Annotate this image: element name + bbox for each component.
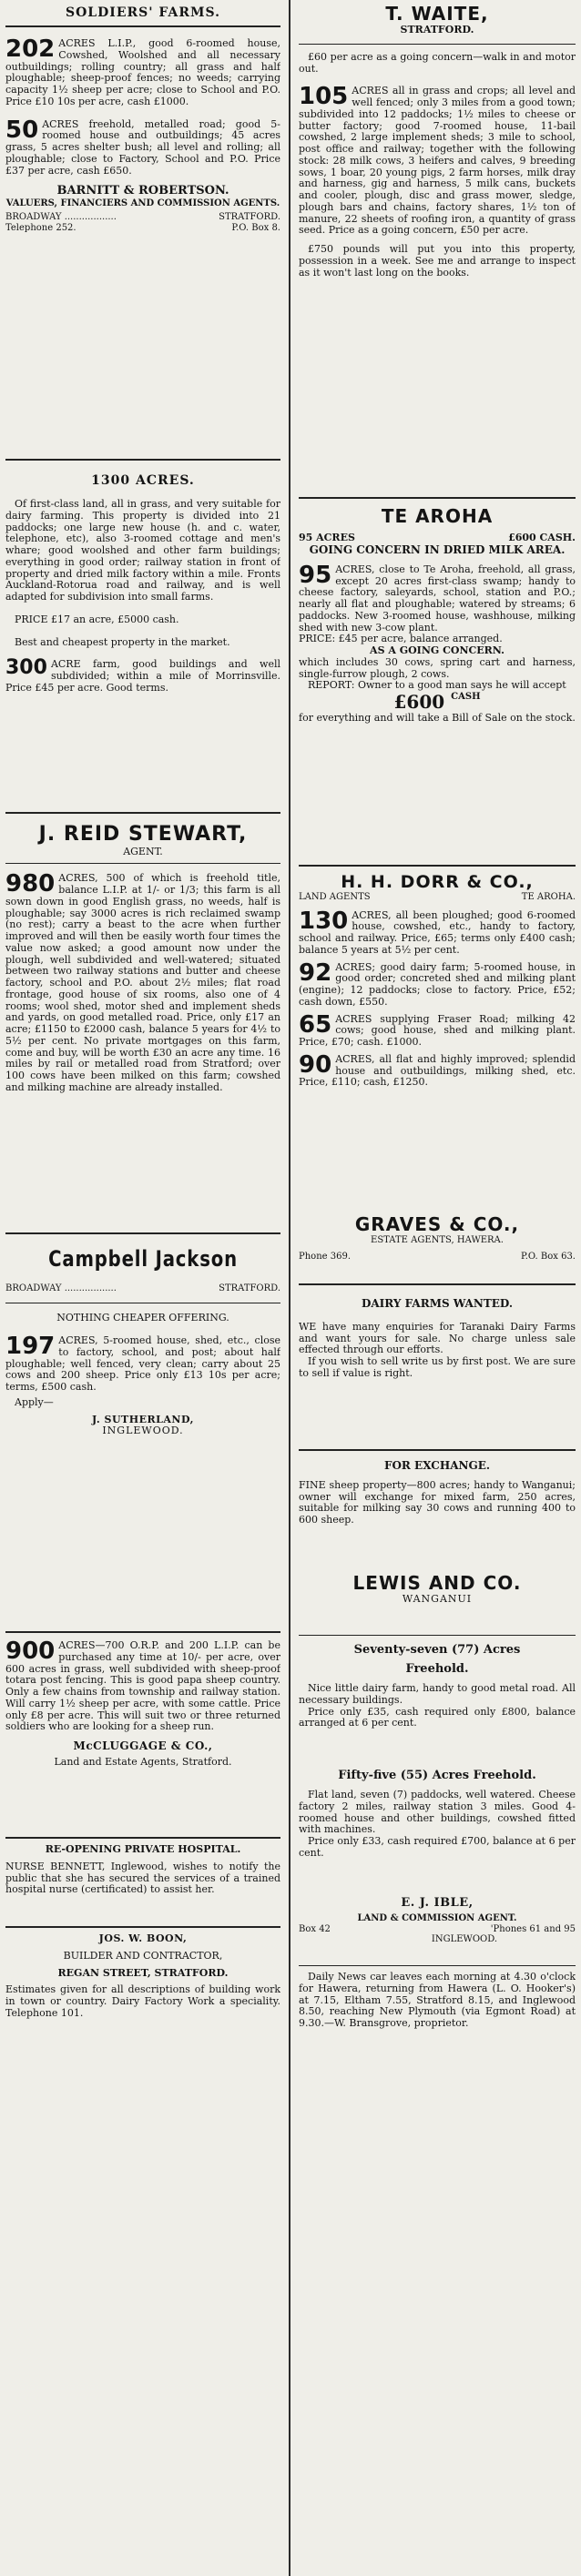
street: BROADWAY ..................: [5, 212, 117, 223]
acre-number: 130: [299, 907, 349, 935]
boon-text: Estimates given for all descriptions of building work in town or country. Dairy Factory Work a speciality. Telephone 101.: [5, 1983, 280, 2019]
divider: [299, 1635, 576, 1636]
left-column: [0, 0, 288, 2576]
listing-text: ACRES, 5-roomed house, shed, etc., close to factory, school, and post; about half ploughable; well fenced, very clean; carry about 25 cows and 200 sheep. Price only £13 10s per acre; terms, £500 cash.: [5, 1334, 280, 1394]
box: Box 42: [299, 1923, 331, 1934]
listing-90: [299, 1050, 576, 1089]
dorr-ad: [299, 868, 576, 1209]
address-line: [5, 212, 280, 223]
lewis-heading: LEWIS AND CO.: [352, 1573, 522, 1594]
apply-label: Apply—: [15, 1395, 54, 1408]
mccluggage-ad: [5, 1635, 280, 1835]
te-aroha-report: REPORT: Owner to a good man says he will accept: [308, 679, 566, 692]
reid-stewart-ad: [5, 816, 280, 1231]
acres: 95 ACRES: [299, 532, 355, 544]
mccluggage-name: McCLUGGAGE & CO.,: [73, 1739, 213, 1752]
right-column: [291, 0, 581, 2576]
seventy-price: Price only £35, cash required only £800, balance arranged at 6 per cent.: [299, 1705, 576, 1729]
ible-place: INGLEWOOD.: [431, 1934, 498, 1945]
boon-sub: BUILDER AND CONTRACTOR,: [63, 1949, 223, 1962]
cash: £600 CASH.: [508, 532, 576, 544]
waite-walk: £60 per acre as a going concern—walk in and motor out.: [299, 50, 576, 75]
divider: [299, 1283, 576, 1285]
exchange-ad: [299, 1453, 576, 1573]
listing-900: [5, 1640, 280, 1733]
place: TE AROHA.: [521, 892, 576, 903]
reid-stewart-heading: J. REID STEWART,: [38, 823, 248, 846]
listing-980: [5, 870, 280, 1093]
fifty-text: Flat land, seven (7) paddocks, well watered. Cheese factory 2 miles, railway station 3 miles. Good 4-roomed house and other buildings, cowshed fitted with machines.: [299, 1789, 576, 1836]
boon-street: REGAN STREET, STRATFORD.: [57, 1966, 229, 1979]
te-aroha-going: AS A GOING CONCERN.: [370, 644, 505, 657]
po-box: P.O. Box 63.: [521, 1251, 576, 1262]
divider: [5, 459, 280, 461]
te-aroha-ad: [299, 501, 576, 863]
dairy-text: WE have many enquiries for Taranaki Dairy Farms and want yours for sale. No charge unless sale effected through our efforts.: [299, 1320, 576, 1356]
divider: [299, 1449, 576, 1451]
cash-amount: £600: [393, 691, 445, 714]
listing-text: ACRES, all been ploughed; good 6-roomed house, cowshed, etc., handy to factory, school and railway. Price, £65; terms only £400 cash; balance 5 years at 5½ per cent.: [299, 908, 576, 956]
phone: Phone 369.: [299, 1251, 351, 1262]
hospital-ad: [5, 1841, 280, 1924]
listing-202: [5, 35, 280, 108]
listing-95: [299, 561, 576, 634]
listing-65: [299, 1010, 576, 1049]
dairy-farms-ad: [299, 1287, 576, 1447]
news-text: Daily News car leaves each morning at 4.30 o'clock for Hawera, returning from Hawera (L. O. Hooker's) at 7.15, Eltham 7.55, Stratford 8.15, and Inglewood 8.50, reaching New Plymouth (via Egmont Road) at 9.30.—W. Bransgrove, proprietor.: [299, 1971, 576, 2029]
listing-text: ACRES freehold, metalled road; good 5-roomed house and outbuildings; 45 acres grass, 5 acres shelter bush; all level and rolling; all ploughable; close to Factory, School and P.O. Price £37 per acre, cash £650.: [5, 117, 280, 177]
acres-1300-ad: [5, 462, 280, 810]
listing-197: [5, 1335, 280, 1394]
phones: 'Phones 61 and 95: [490, 1923, 576, 1934]
ible-heading: E. J. IBLE,: [401, 1896, 474, 1910]
divider: [5, 1926, 280, 1928]
waite-ad: [299, 4, 576, 495]
listing-text: ACRES supplying Fraser Road; milking 42 cows; good house, shed and milking plant. Price, £70; cash. £1000.: [299, 1012, 576, 1049]
listing-text: ACRES, close to Te Aroha, freehold, all grass, except 20 acres first-class swamp; handy to cheese factory, saleyards, school, station and P.O.; nearly all flat and ploughable; watered by streams; 6 paddocks. New 3-roomed house, washhouse, milking shed with new 3-cow plant.: [299, 563, 576, 634]
graves-ad: [299, 1209, 576, 1282]
cash-word: CASH: [451, 692, 481, 703]
soldiers-heading: SOLDIERS' FARMS.: [65, 5, 220, 20]
dorr-line: [299, 892, 576, 903]
divider: [5, 1631, 280, 1633]
dairy-heading: DAIRY FARMS WANTED.: [361, 1297, 514, 1310]
divider: [5, 863, 280, 864]
sutherland-name: J. SUTHERLAND,: [92, 1413, 194, 1425]
graves-heading: GRAVES & CO.,: [354, 1213, 520, 1235]
listing-text: ACRES all in grass and crops; all level and well fenced; only 3 miles from a good town; subdivided into 12 paddocks; 1½ miles to cheese or butter factory; good 7-roomed house, 11-bail cowshed, 2 large implement sheds; 3 mile to school, post office and railway; together with the following stock: 28 milk cows, 3 heifers and calves, 9 breeding sows, 1 boar, 20 young pigs, 2 farm horses, milk dray and harness, gig and harness, 5 milk cans, buckets and cooler, plough, disc and grass mower, sledge, plough bars and chains, factory shares, 1½ ton of manure, 22 sheets of roofing iron, a quantity of grass seed. Price as a going concern, £50 per acre.: [299, 85, 576, 237]
acre-number: 202: [5, 35, 56, 64]
acres-1300-best: Best and cheapest property in the market.: [15, 635, 230, 648]
lewis-sub: WANGANUI: [402, 1593, 473, 1606]
campbell-jackson-ad: [5, 1236, 280, 1629]
seventy-text: Nice little dairy farm, handy to good metal road. All necessary buildings.: [299, 1682, 576, 1706]
seventy-heading2: Freehold.: [405, 1662, 469, 1677]
mccluggage-desc: Land and Estate Agents, Stratford.: [54, 1755, 232, 1768]
acre-number: 105: [299, 83, 349, 111]
acre-number: 90: [299, 1050, 332, 1079]
exchange-heading: FOR EXCHANGE.: [383, 1459, 491, 1472]
dairy-text2: If you wish to sell write us by first post. We are sure to sell if value is right.: [299, 1355, 576, 1379]
column-divider: [289, 0, 290, 2576]
divider: [5, 812, 280, 814]
fifty-heading: Fifty-five (55) Acres Freehold.: [338, 1769, 536, 1782]
firm-name: BARNITT & ROBERTSON.: [56, 184, 229, 198]
town: STRATFORD.: [219, 212, 280, 223]
hospital-heading: RE-OPENING PRIVATE HOSPITAL.: [45, 1843, 241, 1855]
listing-text: ACRES L.I.P., good 6-roomed house, Cowshed, Woolshed and all necessary outbuildings; rolling country; all grass and half ploughable; sheep-proof fences; no weeds; carrying capacity 1½ sheep per acre; close to School and P.O. Price £10 10s per acre, cash £1000.: [5, 37, 280, 107]
boon-heading: JOS. W. BOON,: [98, 1932, 188, 1944]
acre-number: 65: [299, 1010, 332, 1039]
soldiers-farms-ad: [5, 4, 280, 457]
hospital-text: NURSE BENNETT, Inglewood, wishes to notify the public that she has secured the services of a trained hospital nurse (certificated) to assist her.: [5, 1860, 280, 1896]
divider: [5, 1232, 280, 1234]
acres-1300-heading: 1300 ACRES.: [91, 473, 195, 488]
divider: [5, 25, 280, 27]
acres-1300-price: PRICE £17 an acre, £5000 cash.: [15, 613, 179, 625]
listing-105: [299, 83, 576, 237]
lewis-ad: [299, 1573, 576, 1633]
acres-1300-body: Of first-class land, all in grass, and very suitable for dairy farming. This property is divided into 21 paddocks; one large new house (h. and c. water, telephone, etc), also 3-roomed cottage and men's whare; good woolshed and other farm buildings; everything in good order; railway station in front of property and dried milk factory within a mile. Fronts Auckland-Rotorua road and railway, and is well adapted for subdivision into small farms.: [5, 498, 280, 603]
acre-number: 50: [5, 116, 39, 144]
reid-stewart-sub: AGENT.: [123, 845, 163, 857]
te-aroha-price: PRICE: £45 per acre, balance arranged.: [299, 633, 503, 645]
boon-ad: [5, 1930, 280, 2039]
graves-sub: ESTATE AGENTS, HAWERA.: [371, 1235, 504, 1246]
ible-line: [299, 1924, 576, 1935]
acre-number: 197: [5, 1333, 56, 1361]
listing-92: [299, 958, 576, 1009]
street: BROADWAY ..................: [5, 1283, 117, 1293]
waite-sub: STRATFORD.: [400, 24, 474, 36]
acre-number: 900: [5, 1638, 56, 1665]
listing-text: ACRES, 500 of which is freehold title, balance L.I.P. at 1/- or 1/3; this farm is all sown down in good English grass, no weeds, half is ploughable; say 3000 acres is rich reclaimed swamp (no rest); carry a beast to the acre when further improved and will then be easily worth four times the value now asked; a good amount now under the plough, well subdivided and well-watered; situated between two railway stations and butter and cheese factory, school and P.O. about 2½ miles; flat road frontage, good house of six rooms, also one of 4 rooms; wool shed, motor shed and implement sheds and yards, on good metalled road. Price, only £17 an acre; £1150 to £2000 cash, balance 5 years for 4½ to 5½ per cent. No private mortgages on this farm, come and buy, will be worth £30 an acre any time. 16 miles by rail or metalled road from Stratford; over 100 cows have been milked on this farm; cowshed and milking machine are already installed.: [5, 872, 280, 1093]
fifty-price: Price only £33, cash required £700, balance at 6 per cent.: [299, 1835, 576, 1859]
town: STRATFORD.: [219, 1283, 280, 1293]
divider: [299, 497, 576, 499]
listing-50: [5, 116, 280, 177]
nothing-cheaper: NOTHING CHEAPER OFFERING.: [56, 1312, 229, 1324]
te-aroha-sub: GOING CONCERN IN DRIED MILK AREA.: [309, 543, 566, 556]
ible-sub: LAND & COMMISSION AGENT.: [357, 1913, 517, 1924]
te-aroha-for-all: for everything and will take a Bill of Sale on the stock.: [299, 712, 576, 725]
listing-130: [299, 907, 576, 957]
divider: [299, 1965, 576, 1966]
divider: [5, 1837, 280, 1839]
po-box: P.O. Box 8.: [231, 222, 280, 233]
firm-description: VALUERS, FINANCIERS AND COMMISSION AGENTS.: [5, 198, 280, 208]
listing-text: ACRES, all flat and highly improved; splendid house and outbuildings, milking shed, etc. Price, £110; cash, £1250.: [299, 1052, 576, 1089]
waite-p2: £750 pounds will put you into this property, possession in a week. See me and arrange to inspect as it won't last long on the books.: [299, 243, 576, 279]
seventy-seven-ad: [299, 1638, 576, 1765]
listing-300: [5, 656, 280, 694]
te-aroha-heading: TE AROHA: [381, 505, 494, 527]
te-aroha-which: which includes 30 cows, spring cart and harness, single-furrow plough, 2 cows.: [299, 655, 576, 680]
waite-heading: T. WAITE,: [385, 4, 489, 25]
divider: [299, 44, 576, 45]
campbell-jackson-heading: Campbell Jackson: [48, 1246, 238, 1272]
acre-number: 980: [5, 870, 56, 898]
te-aroha-cash: [299, 692, 576, 713]
acre-number: 300: [5, 656, 47, 680]
divider: [299, 865, 576, 867]
graves-line: [299, 1252, 576, 1263]
listing-text: ACRES; good dairy farm; 5-roomed house, in good order; concreted shed and milking plant (engine); 12 paddocks; close to factory. Price, £52; cash down, £550.: [299, 960, 576, 1008]
sutherland-place: INGLEWOOD.: [102, 1425, 184, 1437]
acre-number: 92: [299, 958, 332, 987]
news-car-ad: [299, 1968, 576, 2059]
land-agents: LAND AGENTS: [299, 892, 371, 903]
seventy-heading: Seventy-seven (77) Acres: [353, 1643, 521, 1657]
telephone-line: [5, 223, 280, 234]
acre-number: 95: [299, 561, 332, 589]
exchange-text: FINE sheep property—800 acres; handy to Wanganui; owner will exchange for mixed farm, 250 acres, suitable for milking say 30 cows and running 400 to 600 sheep.: [299, 1478, 576, 1526]
ible-ad: [299, 1892, 576, 1963]
telephone: Telephone 252.: [5, 222, 76, 233]
fifty-five-ad: [299, 1765, 576, 1892]
listing-text: ACRES—700 O.R.P. and 200 L.I.P. can be purchased any time at 10/- per acre, over 600 acres in grass, well subdivided with sheep-proof totara post fencing. This is good papa sheep country. Only a few chains from township and railway station. Will carry 1½ sheep per acre, with some cattle. Price only £8 per acre. This will suit two or three returned soldiers who are looking for a sheep run.: [5, 1639, 280, 1733]
dorr-heading: H. H. DORR & CO.,: [341, 872, 534, 892]
listing-text: ACRE farm, good buildings and well subdivided; within a mile of Morrinsville. Price £45 per acre. Good terms.: [5, 658, 280, 694]
address-line: [5, 1283, 280, 1294]
